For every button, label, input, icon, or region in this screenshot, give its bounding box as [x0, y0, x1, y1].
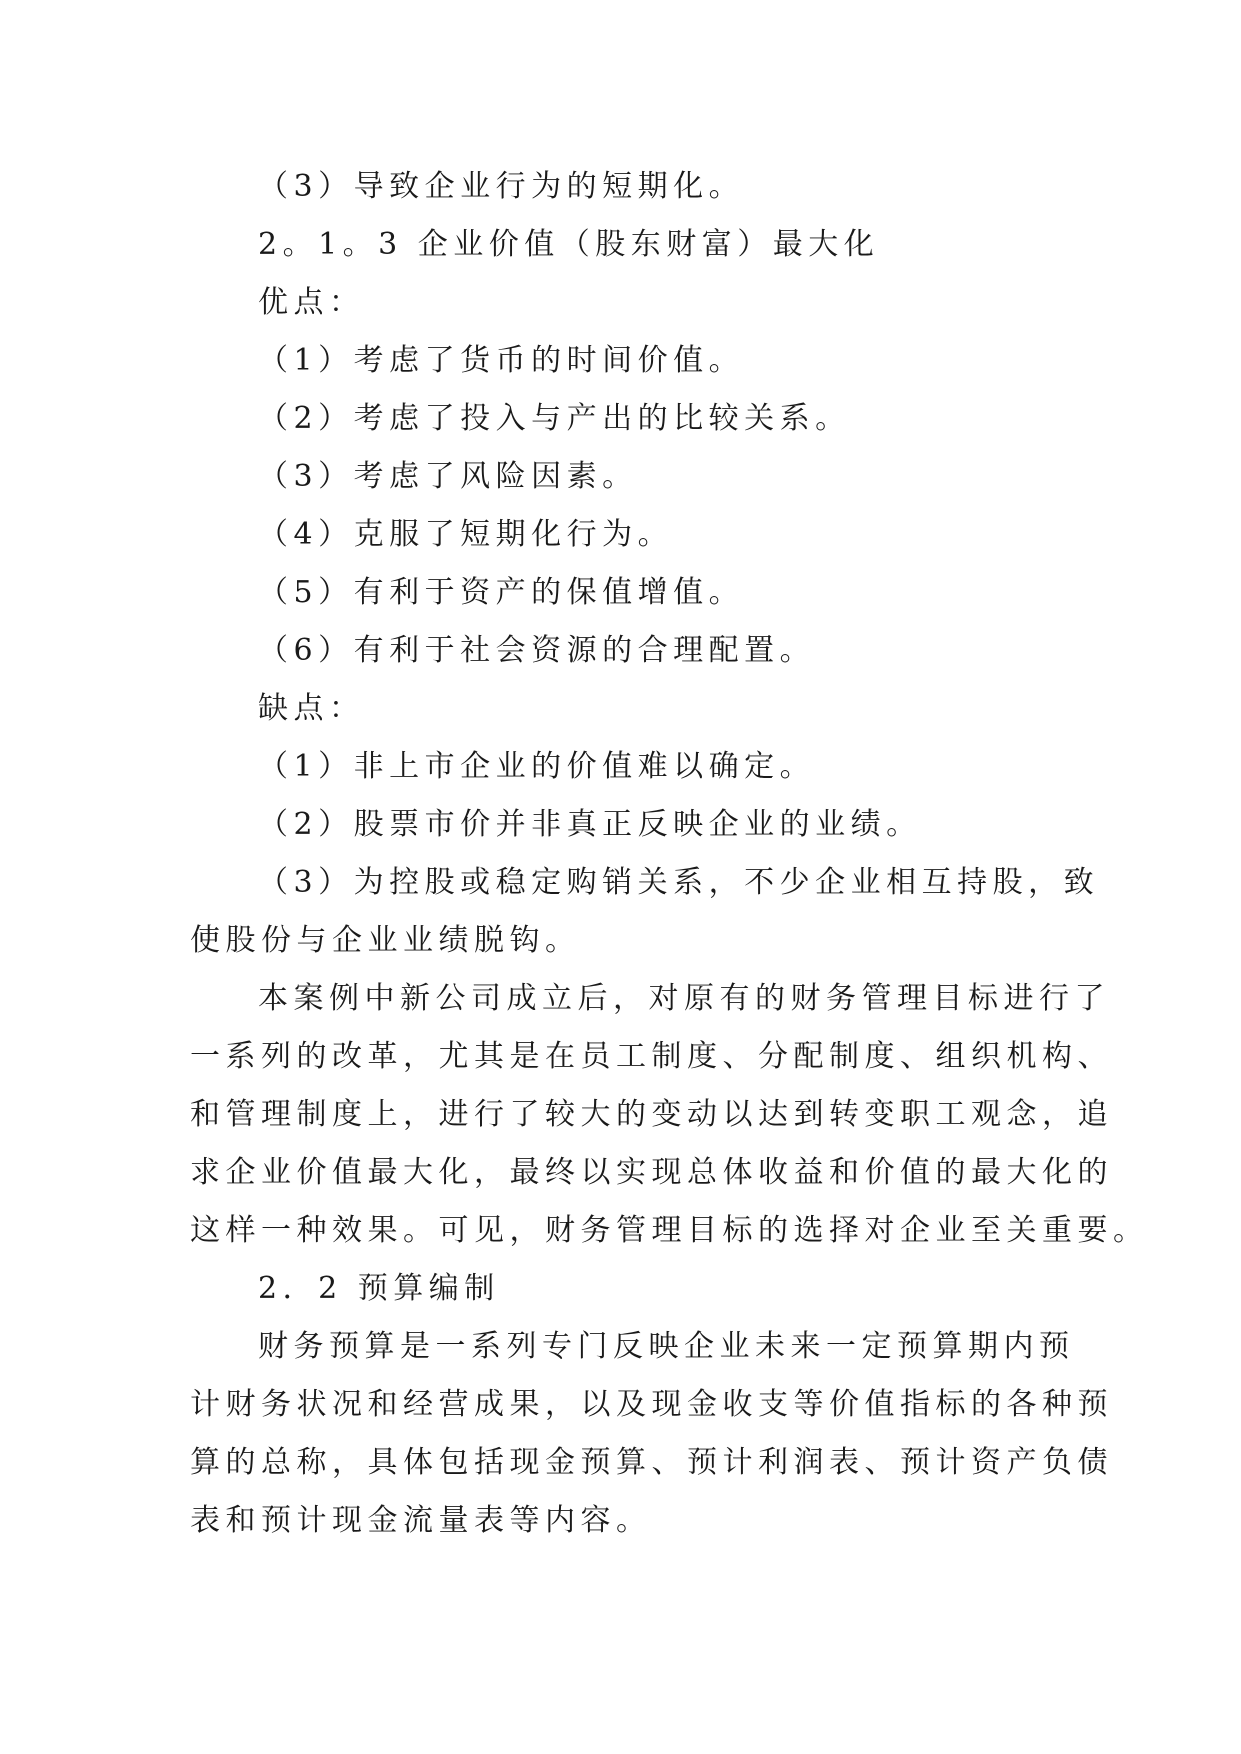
- item-line: （3）为控股或稳定购销关系，不少企业相互持股，致: [258, 865, 1100, 900]
- item-line: （2）股票市价并非真正反映企业的业绩。: [258, 807, 922, 842]
- item-line: （5）有利于资产的保值增值。: [258, 575, 745, 610]
- disadvantages-label: 缺点：: [258, 691, 365, 726]
- paragraph-line: 一系列的改革，尤其是在员工制度、分配制度、组织机构、: [190, 1039, 1113, 1074]
- item-line: （3）考虑了风险因素。: [258, 459, 638, 494]
- section-heading: 2．2 预算编制: [258, 1271, 500, 1306]
- paragraph-line: 求企业价值最大化，最终以实现总体收益和价值的最大化的: [190, 1155, 1113, 1190]
- item-line: （6）有利于社会资源的合理配置。: [258, 633, 816, 668]
- paragraph-line: 本案例中新公司成立后，对原有的财务管理目标进行了: [258, 981, 1110, 1016]
- section-heading: 2。1。3 企业价值（股东财富）最大化: [258, 227, 880, 262]
- item-line: （2）考虑了投入与产出的比较关系。: [258, 401, 851, 436]
- paragraph-line: 算的总称，具体包括现金预算、预计利润表、预计资产负债: [190, 1445, 1113, 1480]
- item-line: （1）非上市企业的价值难以确定。: [258, 749, 816, 784]
- item-line: （4）克服了短期化行为。: [258, 517, 674, 552]
- item-line-continued: 使股份与企业业绩脱钩。: [190, 923, 581, 958]
- paragraph-line: 财务预算是一系列专门反映企业未来一定预算期内预: [258, 1329, 1075, 1364]
- paragraph-line: 计财务状况和经营成果，以及现金收支等价值指标的各种预: [190, 1387, 1113, 1422]
- item-line: （3）导致企业行为的短期化。: [258, 169, 745, 204]
- paragraph-line: 和管理制度上，进行了较大的变动以达到转变职工观念，追: [190, 1097, 1113, 1132]
- advantages-label: 优点：: [258, 285, 365, 320]
- item-line: （1）考虑了货币的时间价值。: [258, 343, 745, 378]
- paragraph-line: 这样一种效果。可见，财务管理目标的选择对企业至关重要。: [190, 1213, 1149, 1248]
- paragraph-line: 表和预计现金流量表等内容。: [190, 1503, 652, 1538]
